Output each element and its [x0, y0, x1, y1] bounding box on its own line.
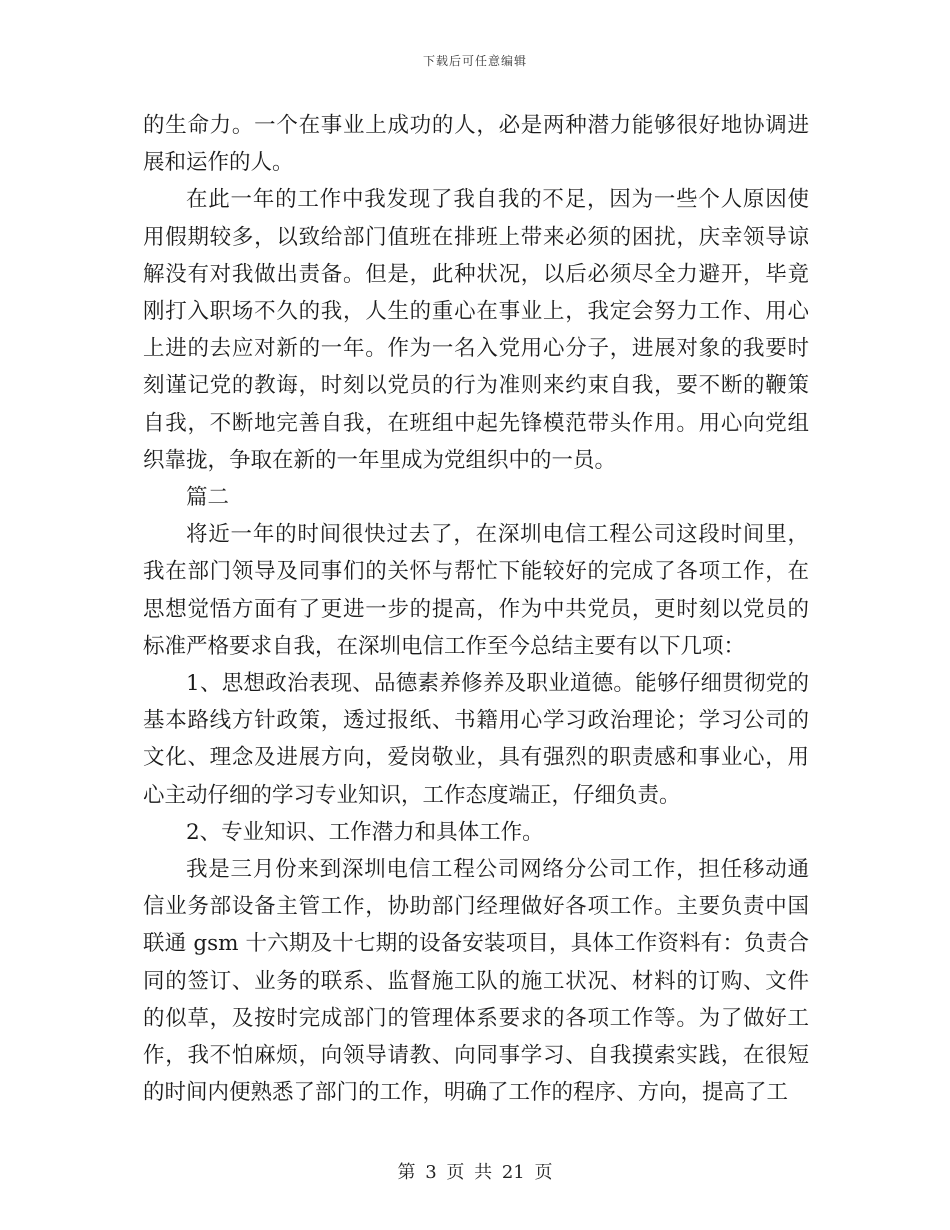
paragraph-6: 我是三月份来到深圳电信工程公司网络分公司工作，担任移动通信业务部设备主管工作，协助部门经理做好各项工作。主要负责中国联通 gsm 十六期及十七期的设备安装项目，具体工作资料有：负责合同的签订、业务的联系、监督施工队的施工状况、材料的订购、文件的似草，及按时完成部门的管理体系要求的各项工作等。为了做好工作，我不怕麻烦，向领导请教、向同事学习、自我摸索实践，在很短的时间内便熟悉了部门的工作，明确了工作的程序、方向，提高了工 [143, 857, 809, 1106]
section-heading-part-two: 篇二 [186, 485, 230, 511]
paragraph-3: 将近一年的时间很快过去了，在深圳电信工程公司这段时间里，我在部门领导及同事们的关怀与帮忙下能较好的完成了各项工作，在思想觉悟方面有了更进一步的提高，作为中共党员，更时刻以党员的标准严格要求自我，在深圳电信工作至今总结主要有以下几项： [143, 522, 809, 659]
page-header-note: 下载后可任意编辑 [422, 54, 527, 68]
document-body [143, 107, 809, 1111]
paragraph-2: 在此一年的工作中我发现了我自我的不足，因为一些个人原因使用假期较多，以致给部门值班在排班上带来必须的困扰，庆幸领导谅解没有对我做出责备。但是，此种状况，以后必须尽全力避开，毕竟刚打入职场不久的我，人生的重心在事业上，我定会努力工作、用心上进的去应对新的一年。作为一名入党用心分子，进展对象的我要时刻谨记党的教诲，时刻以党员的行为准则来约束自我，要不断的鞭策自我，不断地完善自我，在班组中起先锋模范带头作用。用心向党组织靠拢，争取在新的一年里成为党组织中的一员。 [143, 187, 809, 473]
paragraph-4: 1、思想政治表现、品德素养修养及职业道德。能够仔细贯彻党的基本路线方针政策，透过报纸、书籍用心学习政治理论；学习公司的文化、理念及进展方向，爱岗敬业，具有强烈的职责感和事业心，用心主动仔细的学习专业知识，工作态度端正，仔细负责。 [143, 671, 809, 808]
page-number-footer: 第 3 页 共 21 页 [397, 1162, 553, 1183]
paragraph-5: 2、专业知识、工作潜力和具体工作。 [186, 819, 544, 845]
paragraph-1: 的生命力。一个在事业上成功的人，必是两种潜力能够很好地协调进展和运作的人。 [143, 113, 809, 176]
